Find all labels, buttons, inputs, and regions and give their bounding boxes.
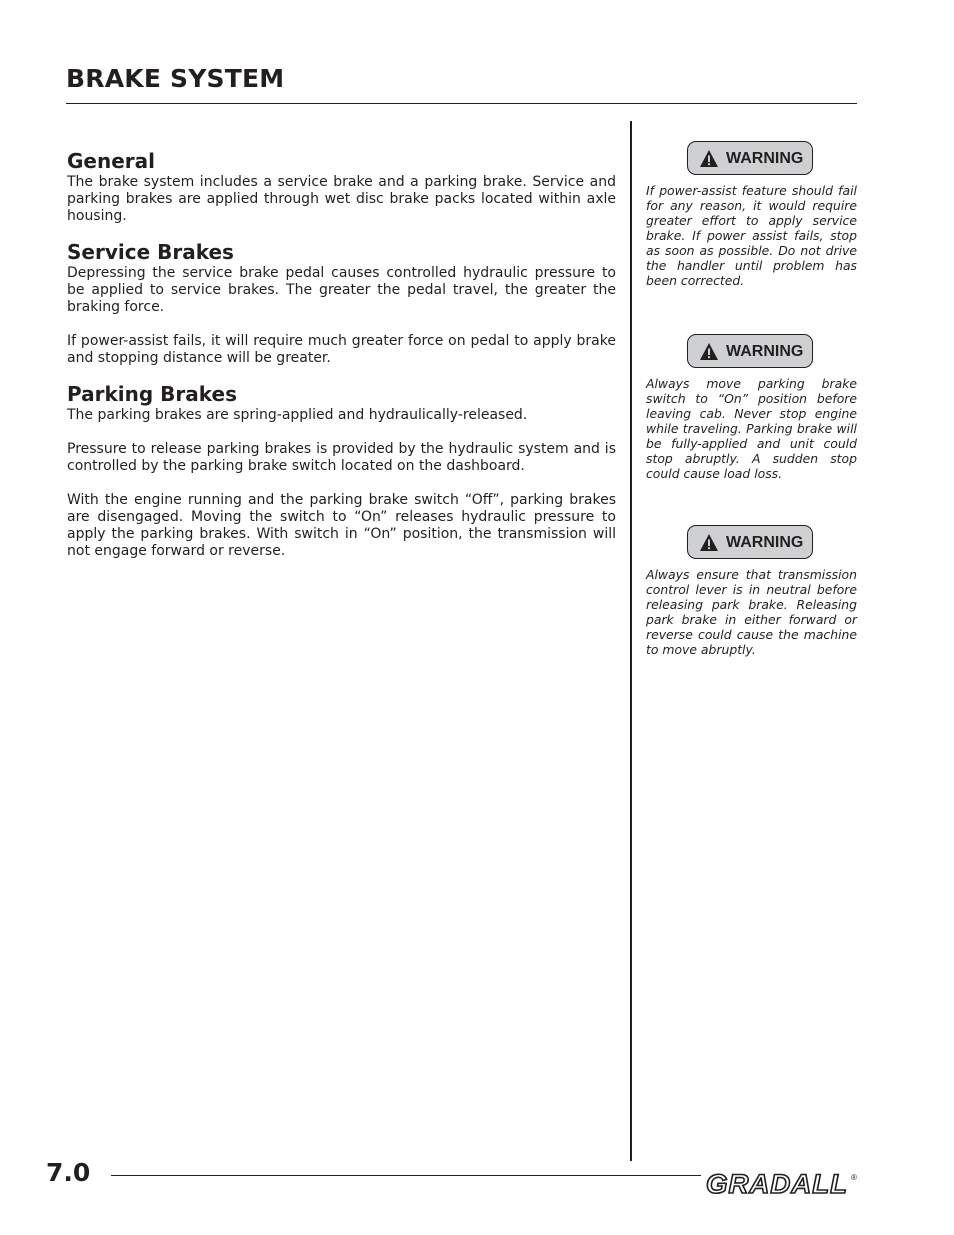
warning-label: WARNING [726,534,804,551]
warning-box [646,141,857,288]
footer-divider [111,1175,701,1176]
column-divider [630,121,632,1161]
warning-text: If power-assist feature should fail for any reason, it would require greater effort to apply service brake. If power assist fails, stop as soon as possible. Do not drive the handler until problem has been corrected. [646,183,857,288]
warning-badge [687,525,813,559]
warning-triangle-icon [699,533,719,552]
section-parking-brakes [67,381,616,560]
main-content [67,148,616,560]
paragraph: With the engine running and the parking brake switch “Off”, parking brakes are disengaged. Moving the switch to “On” releases hydraulic pressure to apply the parking brakes. With switch in “On” position, the transmission will not engage forward or reverse. [67,492,616,559]
section-heading: General [67,149,155,173]
warning-box [646,525,857,657]
page-title: BRAKE SYSTEM [66,64,285,93]
paragraph: If power-assist fails, it will require much greater force on pedal to apply brake and stopping distance will be greater. [67,333,616,366]
section-general [67,148,616,225]
paragraph: The brake system includes a service brake and a parking brake. Service and parking brakes are applied through wet disc brake packs located within axle housing. [67,174,616,224]
warning-triangle-icon [699,342,719,361]
warning-text: Always ensure that transmission control lever is in neutral before releasing park brake. Releasing park brake in either forward or reverse could cause the machine to move abruptly. [646,567,857,657]
warning-label: WARNING [726,150,804,167]
section-heading: Parking Brakes [67,382,237,406]
page-number: 7.0 [46,1158,91,1187]
gradall-logo [704,1168,858,1198]
warning-badge [687,141,813,175]
warning-triangle-icon [699,149,719,168]
warning-text: Always move parking brake switch to “On” position before leaving cab. Never stop engine while traveling. Parking brake will be fully-applied and unit could stop abruptly. A sudden stop could cause load loss. [646,376,857,481]
section-heading: Service Brakes [67,240,234,264]
warning-box [646,334,857,481]
paragraph: Pressure to release parking brakes is provided by the hydraulic system and is controlled by the parking brake switch located on the dashboard. [67,441,616,474]
title-divider [66,103,857,104]
warning-label: WARNING [726,343,804,360]
brand-name: GRADALL [706,1169,848,1198]
registered-mark: ® [851,1173,857,1182]
section-service-brakes [67,239,616,367]
paragraph: Depressing the service brake pedal causes controlled hydraulic pressure to be applied to service brakes. The greater the pedal travel, the greater the braking force. [67,265,616,315]
paragraph: The parking brakes are spring-applied and hydraulically-released. [67,407,528,423]
warning-badge [687,334,813,368]
